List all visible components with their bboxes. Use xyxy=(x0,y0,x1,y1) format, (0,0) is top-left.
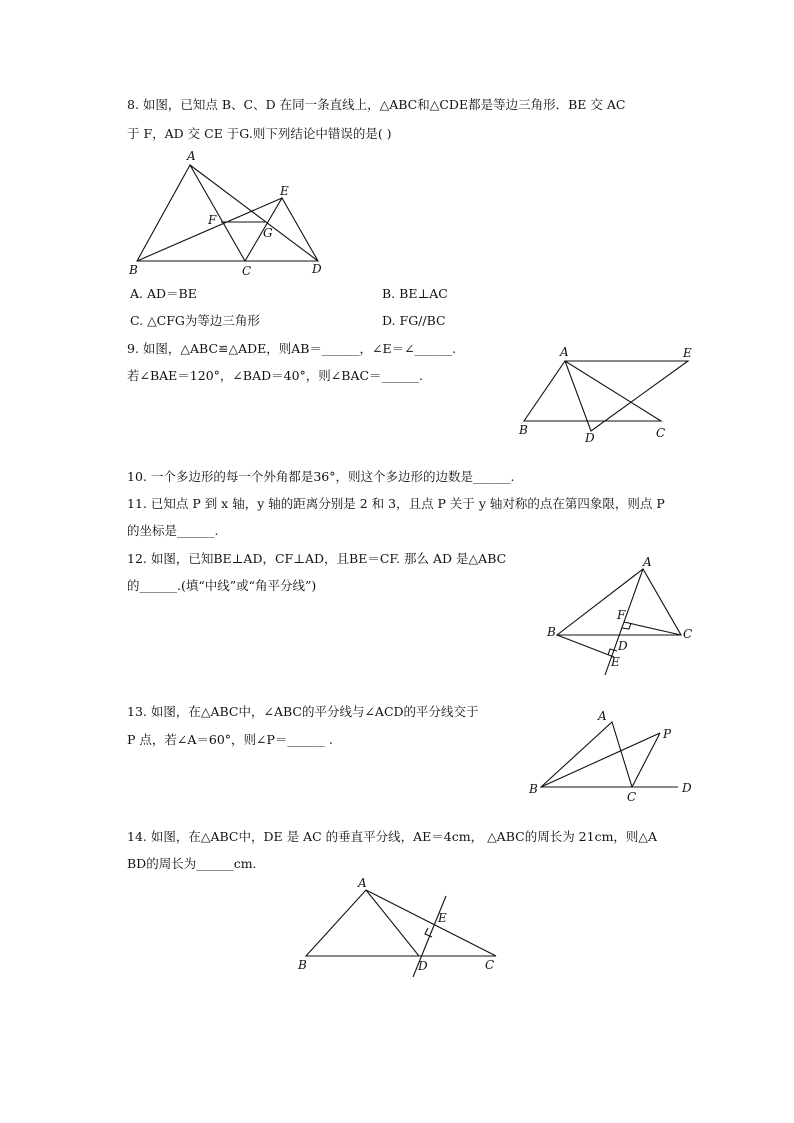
q8-label-a: A xyxy=(187,149,196,163)
q8-option-b: B. BE⊥AC xyxy=(382,286,448,301)
q12-label-f: F xyxy=(617,608,626,622)
q9-line2: 若∠BAE＝120°，∠BAD＝40°，则∠BAC＝______. xyxy=(127,368,424,383)
q9-triangle-abc xyxy=(524,361,661,421)
q13-label-c: C xyxy=(627,790,637,804)
q13-line2: P 点，若∠A＝60°，则∠P＝______ . xyxy=(127,732,333,747)
q13-figure xyxy=(525,708,700,806)
q9-label-b: B xyxy=(519,423,528,437)
q9-line1: 9. 如图，△ABC≌△ADE，则AB＝______，∠E＝∠______. xyxy=(127,341,457,356)
q8-label-e: E xyxy=(280,184,289,198)
q9-figure xyxy=(515,342,700,444)
q12-label-c: C xyxy=(683,627,693,641)
q13-label-p: P xyxy=(663,727,672,741)
q10-line1: 10. 一个多边形的每一个外角都是36°，则这个多边形的边数是______. xyxy=(127,469,515,484)
q13-label-b: B xyxy=(529,782,538,796)
q12-label-d: D xyxy=(618,639,628,653)
q12-line2: 的______.(填“中线”或“角平分线”) xyxy=(127,578,317,593)
q8-option-a: A. AD＝BE xyxy=(130,286,197,301)
q12-line1: 12. 如图，已知BE⊥AD，CF⊥AD，且BE＝CF. 那么 AD 是△ABC xyxy=(127,551,507,566)
q14-segment-ad xyxy=(366,890,419,956)
q8-label-g: G xyxy=(263,226,273,240)
q12-segment-be xyxy=(557,635,614,657)
q8-line1: 8. 如图，已知点 B、C、D 在同一条直线上，△ABC和△CDE都是等边三角形．BE 交 AC xyxy=(127,97,626,112)
q14-triangle-abc xyxy=(306,890,496,956)
q8-option-c: C. △CFG为等边三角形 xyxy=(130,313,260,328)
q14-label-d: D xyxy=(418,959,428,973)
q13-segment-bp xyxy=(541,733,660,787)
q9-label-d: D xyxy=(585,431,595,445)
q12-label-a: A xyxy=(643,555,652,569)
q14-figure xyxy=(295,873,505,985)
q8-option-d: D. FG//BC xyxy=(382,313,446,328)
q13-label-d: D xyxy=(682,781,692,795)
q8-line2: 于 F，AD 交 CE 于G.则下列结论中错误的是( ) xyxy=(127,126,392,141)
q11-line1: 11. 已知点 P 到 x 轴，y 轴的距离分别是 2 和 3，且点 P 关于 y 轴对称的点在第四象限，则点 P xyxy=(127,496,665,511)
q13-segment-cp xyxy=(632,733,660,787)
q8-triangle-abc xyxy=(137,165,245,261)
q14-label-b: B xyxy=(298,958,307,972)
q12-segment-cf xyxy=(624,622,681,635)
q12-label-b: B xyxy=(547,625,556,639)
q12-label-e: E xyxy=(611,655,620,669)
q14-label-c: C xyxy=(485,958,495,972)
q11-line2: 的坐标是______. xyxy=(127,523,219,538)
q12-figure xyxy=(542,555,702,680)
q8-label-d: D xyxy=(312,262,322,276)
q13-label-a: A xyxy=(598,709,607,723)
q8-segment-be xyxy=(137,198,282,261)
q8-triangle-cde xyxy=(245,198,318,261)
q9-label-e: E xyxy=(683,346,692,360)
q8-label-f: F xyxy=(208,213,217,227)
q14-label-e: E xyxy=(438,911,447,925)
q8-label-b: B xyxy=(129,263,138,277)
q14-line1: 14. 如图，在△ABC中，DE 是 AC 的垂直平分线，AE＝4cm， △ABC的周长为 21cm，则△A xyxy=(127,829,658,844)
q14-line2: BD的周长为______cm. xyxy=(127,856,257,871)
q14-label-a: A xyxy=(358,876,367,890)
q9-label-a: A xyxy=(560,345,569,359)
q13-line1: 13. 如图，在△ABC中，∠ABC的平分线与∠ACD的平分线交于 xyxy=(127,704,479,719)
q8-figure xyxy=(125,148,340,280)
q9-label-c: C xyxy=(656,426,666,440)
q13-triangle-abc xyxy=(541,722,632,787)
q8-label-c: C xyxy=(242,264,252,278)
q12-triangle-abc xyxy=(557,569,681,635)
